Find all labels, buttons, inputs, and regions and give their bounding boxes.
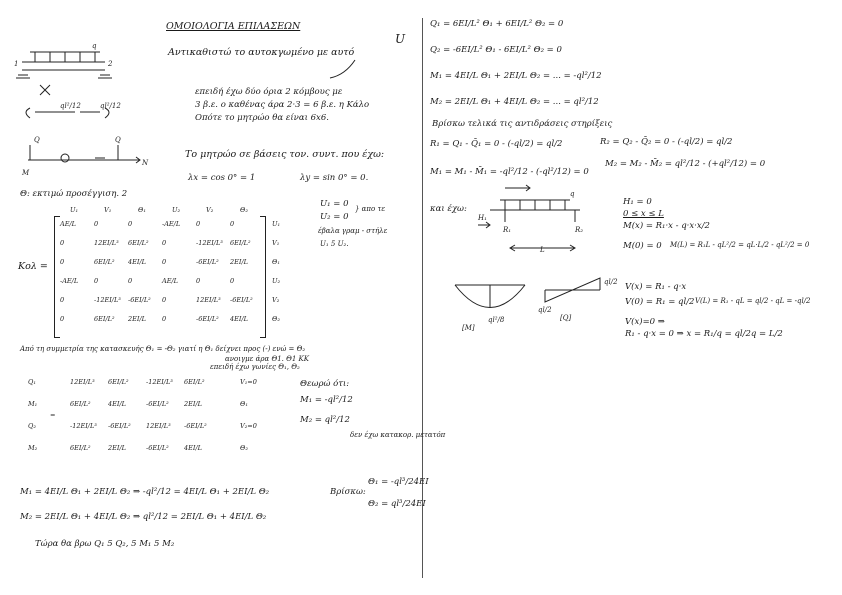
displacement-vector-entry: V₁=0 <box>240 378 257 386</box>
matrix-row-label: U₂ <box>272 277 281 285</box>
svg-text:1: 1 <box>14 60 19 68</box>
reduced-cell: -12EI/L³ <box>146 378 173 386</box>
u-note: U₁ 5 U₂. <box>320 240 349 248</box>
length-label: L <box>540 246 545 254</box>
matrix-cell: 6EI/L² <box>94 315 115 323</box>
matrix-cell: -6EI/L² <box>230 296 253 304</box>
load-vector-entry: Q₂ <box>28 422 36 430</box>
matrix-cell: 0 <box>162 239 167 247</box>
svg-text:q: q <box>570 190 575 198</box>
m-max-label: ql²/8 <box>488 316 505 324</box>
reduced-cell: 4EI/L <box>108 400 126 408</box>
cos-expression: λx = cos 0° = 1 <box>188 173 256 183</box>
matrix-cell: 0 <box>230 220 235 228</box>
matrix-cell: 0 <box>128 277 133 285</box>
matrix-cell: 6EI/L² <box>128 239 149 247</box>
theta2-result: Θ₂ = ql³/24EI <box>368 499 426 509</box>
vsolve-line: R₁ - q·x = 0 ⇒ x = R₁/q = ql/2q = L/2 <box>625 329 783 339</box>
reduced-cell: 2EI/L <box>108 444 126 452</box>
reduced-cell: 6EI/L² <box>184 378 205 386</box>
vzero-line: V(x)=0 ⇒ <box>625 317 665 327</box>
v-pos-label: ql/2 <box>604 278 618 286</box>
moment-function: M(x) = R₁·x - q·x·x/2 <box>623 221 710 231</box>
bc-note: Θ: εκτιμώ προσέγγιση. 2 <box>20 189 128 199</box>
reactions-title: Βρίσκω τελικά τις αντιδράσεις στηρίξεις <box>432 119 613 129</box>
matrix-cell: 0 <box>94 220 99 228</box>
svg-text:Q: Q <box>115 136 121 144</box>
m2-equation: M₂ = 2EI/L Θ₁ + 4EI/L Θ₂ = ... = ql²/12 <box>430 97 599 107</box>
matrix-cell: -6EI/L² <box>196 315 219 323</box>
matrix-cell: 6EI/L² <box>230 239 251 247</box>
load-vector-entry: M₂ <box>28 444 38 452</box>
svg-text:Q: Q <box>34 136 40 144</box>
matrix-row-label: Θ₁ <box>272 258 280 266</box>
find-label: Βρίσκω: <box>330 487 366 497</box>
load-vector-entry: M₁ <box>28 400 38 408</box>
text-line: 3 β.ε. ο καθένας άρα 2·3 = 6 β.ε. η Κάλο <box>195 100 370 110</box>
load-vector-entry: Q₁ <box>28 378 36 386</box>
matrix-row-label: V₂ <box>272 296 280 304</box>
matrix-cell: 12EI/L³ <box>196 296 221 304</box>
have-label: και έχω: <box>430 204 467 214</box>
r1-equation: R₁ = Q₁ - Q̄₁ = 0 - (-ql/2) = ql/2 <box>430 139 563 149</box>
reduced-cell: -6EI/L² <box>108 422 131 430</box>
matrix-cell: 0 <box>60 239 65 247</box>
q-diagram-label: [Q] <box>560 314 572 322</box>
u1-condition: U₁ = 0 <box>320 199 349 209</box>
displacement-vector-entry: V₂=0 <box>240 422 257 430</box>
symmetry-note: Από τη συμμετρία της κατασκευής Θ₁ = -Θ₂ γιατί η Θ₁ δείχνει προς (-) ενώ = Θ₂ <box>20 345 306 353</box>
matrix-cell: 0 <box>162 258 167 266</box>
matrix-header: V₁ <box>104 206 112 214</box>
matrix-header: Θ₁ <box>138 206 146 214</box>
matrix-header: U₂ <box>172 206 181 214</box>
k-label: Kολ = <box>18 261 48 272</box>
matrix-cell: 4EI/L <box>128 258 146 266</box>
vl-value: V(L) = R₁ - qL = ql/2 - qL = -ql/2 <box>695 297 811 305</box>
text-line: Οπότε το μητρώο θα είναι 6x6. <box>195 113 329 123</box>
page-mark: U <box>395 32 406 46</box>
v0-value: V(0) = R₁ = ql/2 <box>625 297 695 307</box>
displacement-vector-entry: Θ₂ <box>240 444 248 452</box>
matrix-cell: -6EI/L² <box>128 296 151 304</box>
svg-text:M: M <box>22 169 30 177</box>
v-neg-label: ql/2 <box>538 306 552 314</box>
text-line: Το μητρώο σε βάσεις τον. συντ. που έχω: <box>185 149 385 160</box>
matrix-cell: 6EI/L² <box>94 258 115 266</box>
matrix-header: U₁ <box>70 206 79 214</box>
theta1-result: Θ₁ = -ql³/24EI <box>368 477 429 487</box>
m1-known: M₁ = -ql²/12 <box>300 395 353 405</box>
reduced-cell: 12EI/L³ <box>146 422 171 430</box>
svg-text:ql²/12: ql²/12 <box>60 102 81 110</box>
shear-function: V(x) = R₁ - q·x <box>625 282 687 292</box>
matrix-cell: 0 <box>162 296 167 304</box>
svg-text:q: q <box>92 42 97 50</box>
symmetry-note: επειδή έχω γωνίες Θ₁, Θ₂ <box>210 363 300 371</box>
reduced-cell: -12EI/L³ <box>70 422 97 430</box>
reduced-cell: -6EI/L² <box>184 422 207 430</box>
matrix-cell: 2EI/L <box>230 258 248 266</box>
displacement-vector-entry: Θ₁ <box>240 400 248 408</box>
svg-text:R₂: R₂ <box>575 226 584 234</box>
matrix-header: Θ₂ <box>240 206 248 214</box>
svg-text:R₁: R₁ <box>503 226 512 234</box>
matrix-cell: 2EI/L <box>128 315 146 323</box>
x-range: 0 ≤ x ≤ L <box>623 209 664 219</box>
matrix-cell: -12EI/L³ <box>196 239 223 247</box>
reduced-cell: 6EI/L² <box>70 400 91 408</box>
reduced-cell: 12EI/L³ <box>70 378 95 386</box>
know-note: δεν έχω κατακορ. μετατόπ <box>350 431 446 439</box>
matrix-row-label: V₁ <box>272 239 280 247</box>
sin-expression: λy = sin 0° = 0. <box>300 173 369 183</box>
text-line: Αντικαθιστώ το αυτοκγωμένο με αυτό <box>168 47 355 58</box>
matrix-cell: -AE/L <box>60 277 79 285</box>
h1-value: H₁ = 0 <box>623 197 652 207</box>
matrix-cell: 0 <box>94 277 99 285</box>
equals-sign: = <box>50 411 56 419</box>
reduced-cell: -6EI/L² <box>146 400 169 408</box>
matrix-row-label: U₁ <box>272 220 281 228</box>
u-note: } απο τε <box>355 205 386 213</box>
svg-text:N: N <box>142 159 149 167</box>
reduced-cell: 6EI/L² <box>108 378 129 386</box>
matrix-cell: 0 <box>128 220 133 228</box>
matrix-cell: 4EI/L <box>230 315 248 323</box>
matrix-cell: -AE/L <box>162 220 181 228</box>
matrix-cell: 0 <box>230 277 235 285</box>
matrix-cell: 0 <box>60 296 65 304</box>
matrix-cell: 0 <box>60 258 65 266</box>
svg-text:H₁: H₁ <box>478 214 487 222</box>
matrix-cell: 12EI/L³ <box>94 239 119 247</box>
ml-value: M(L) = R₁L - qL²/2 = qL·L/2 - qL²/2 = 0 <box>670 241 810 249</box>
u2-condition: U₂ = 0 <box>320 212 349 222</box>
mm1-equation: M₁ = M₁ - M̄₁ = -ql²/12 - (-ql²/12) = 0 <box>430 167 589 177</box>
reduced-cell: -6EI/L² <box>146 444 169 452</box>
reduced-cell: 6EI/L² <box>70 444 91 452</box>
q2-equation: Q₂ = -6EI/L² Θ₁ - 6EI/L² Θ₂ = 0 <box>430 45 562 55</box>
matrix-cell: 0 <box>196 220 201 228</box>
m1-equation: M₁ = 4EI/L Θ₁ + 2EI/L Θ₂ = ... = -ql²/12 <box>430 71 602 81</box>
symmetry-note: ανοιγμε άρα Θ1. Θ1 ΚΚ <box>225 355 309 363</box>
matrix-cell: -12EI/L³ <box>94 296 121 304</box>
know-label: Θεωρώ ότι: <box>300 379 350 389</box>
reduced-cell: 2EI/L <box>184 400 202 408</box>
mm2-equation: M₂ = M₂ - M̄₂ = ql²/12 - (+ql²/12) = 0 <box>605 159 766 169</box>
matrix-cell: AE/L <box>162 277 178 285</box>
matrix-header: V₂ <box>206 206 214 214</box>
matrix-cell: -6EI/L² <box>196 258 219 266</box>
m0-value: M(0) = 0 <box>623 241 662 251</box>
now-line: Τώρα θα βρω Q₁ 5 Q₂, 5 M₁ 5 M₂ <box>35 539 175 549</box>
reduced-cell: 4EI/L <box>184 444 202 452</box>
svg-text:ql²/12: ql²/12 <box>100 102 121 110</box>
matrix-cell: AE/L <box>60 220 76 228</box>
text-line: επειδή έχω δύο όρια 2 κόμβους με <box>195 87 343 97</box>
equation-m1: M₁ = 4EI/L Θ₁ + 2EI/L Θ₂ ⇒ -ql²/12 = 4EI/L Θ₁ + 2EI/L Θ₂ <box>20 487 270 497</box>
equation-m2: M₂ = 2EI/L Θ₁ + 4EI/L Θ₂ ⇒ ql²/12 = 2EI/L Θ₁ + 4EI/L Θ₂ <box>20 512 267 522</box>
q1-equation: Q₁ = 6EI/L² Θ₁ + 6EI/L² Θ₂ = 0 <box>430 19 564 29</box>
m-diagram-label: [M] <box>462 324 475 332</box>
matrix-cell: 0 <box>196 277 201 285</box>
matrix-cell: 0 <box>162 315 167 323</box>
page-title: ΟΜΟΙΟΛΟΓΙΑ ΕΠΙΛΑΣΕΩΝ <box>166 21 301 32</box>
svg-text:2: 2 <box>108 60 113 68</box>
m2-known: M₂ = ql²/12 <box>300 415 350 425</box>
matrix-cell: 0 <box>60 315 65 323</box>
u-note: έβαλα γραμ - στήλε <box>318 227 388 235</box>
r2-equation: R₂ = Q₂ - Q̄₂ = 0 - (-ql/2) = ql/2 <box>600 137 733 147</box>
matrix-row-label: Θ₂ <box>272 315 280 323</box>
